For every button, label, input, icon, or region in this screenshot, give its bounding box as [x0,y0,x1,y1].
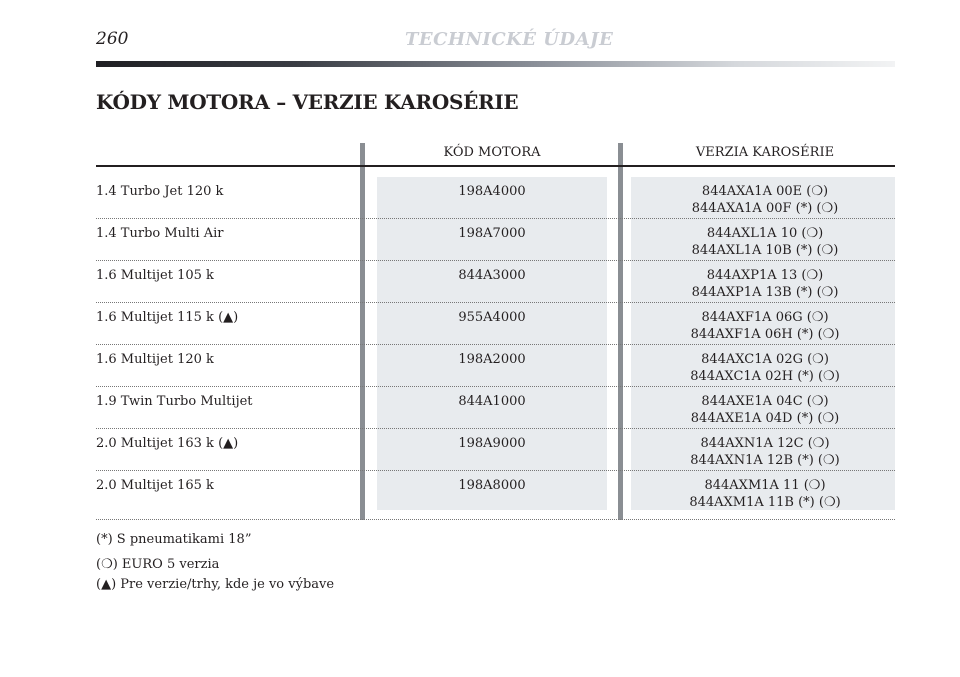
header-rule [96,165,895,167]
body-version-line: 844AXP1A 13 (❍) [706,268,824,283]
engine-code: 844A1000 [458,394,526,409]
column-header-engine-code: KÓD MOTORA [443,145,541,160]
body-version [634,351,896,385]
engine-name: 1.9 Twin Turbo Multijet [96,394,253,409]
table-row [96,345,895,387]
engine-name: 2.0 Multijet 163 k (▲) [96,436,239,451]
engine-name: 1.4 Turbo Jet 120 k [96,184,224,199]
column-header-body-version: VERZIA KAROSÉRIE [695,145,835,160]
engine-code: 198A4000 [458,184,526,199]
body-version [634,267,896,301]
body-version-line: 844AXP1A 13B (*) (❍) [691,285,839,300]
page-title: KÓDY MOTORA – VERZIE KAROSÉRIE [96,90,519,114]
body-version-line: 844AXE1A 04C (❍) [701,394,829,409]
body-version [634,393,896,427]
engine-code: 844A3000 [458,268,526,283]
body-version [634,477,896,511]
engine-name: 2.0 Multijet 165 k [96,478,214,493]
body-version-line: 844AXL1A 10 (❍) [706,226,824,241]
body-version-line: 844AXN1A 12C (❍) [700,436,830,451]
engine-name: 1.6 Multijet 105 k [96,268,214,283]
body-version-line: 844AXE1A 04D (*) (❍) [690,411,840,426]
engine-name: 1.6 Multijet 115 k (▲) [96,310,239,325]
header-bar [96,61,895,67]
body-version-line: 844AXL1A 10B (*) (❍) [691,243,839,258]
footnote-tire: (*) S pneumatikami 18” [96,532,252,547]
table-row [96,429,895,471]
engine-code: 198A2000 [458,352,526,367]
body-version-line: 844AXA1A 00E (❍) [701,184,829,199]
body-version [634,435,896,469]
body-version-line: 844AXC1A 02H (*) (❍) [690,369,840,384]
body-version [634,309,896,343]
body-version-line: 844AXC1A 02G (❍) [701,352,829,367]
table-row [96,219,895,261]
engine-name: 1.6 Multijet 120 k [96,352,214,367]
section-title: TECHNICKÉ ÚDAJE [405,29,614,50]
engine-code: 198A9000 [458,436,526,451]
body-version-line: 844AXN1A 12B (*) (❍) [690,453,840,468]
engine-code: 198A7000 [458,226,526,241]
body-version-line: 844AXA1A 00F (*) (❍) [691,201,839,216]
body-version-line: 844AXM1A 11B (*) (❍) [689,495,841,510]
engine-name: 1.4 Turbo Multi Air [96,226,224,241]
table-row [96,471,895,520]
body-version [634,225,896,259]
body-version-line: 844AXF1A 06H (*) (❍) [690,327,840,342]
footnote-availability: (▲) Pre verzie/trhy, kde je vo výbave [96,577,335,592]
body-version-line: 844AXF1A 06G (❍) [701,310,829,325]
table-row [96,387,895,429]
body-version-line: 844AXM1A 11 (❍) [704,478,826,493]
table-row [96,261,895,303]
engine-code: 198A8000 [458,478,526,493]
table-row [96,303,895,345]
body-version [634,183,896,217]
footnote-euro5: (❍) EURO 5 verzia [96,557,220,572]
table-row [96,177,895,219]
page-number: 260 [96,29,129,49]
engine-code: 955A4000 [458,310,526,325]
row-divider [96,519,895,520]
